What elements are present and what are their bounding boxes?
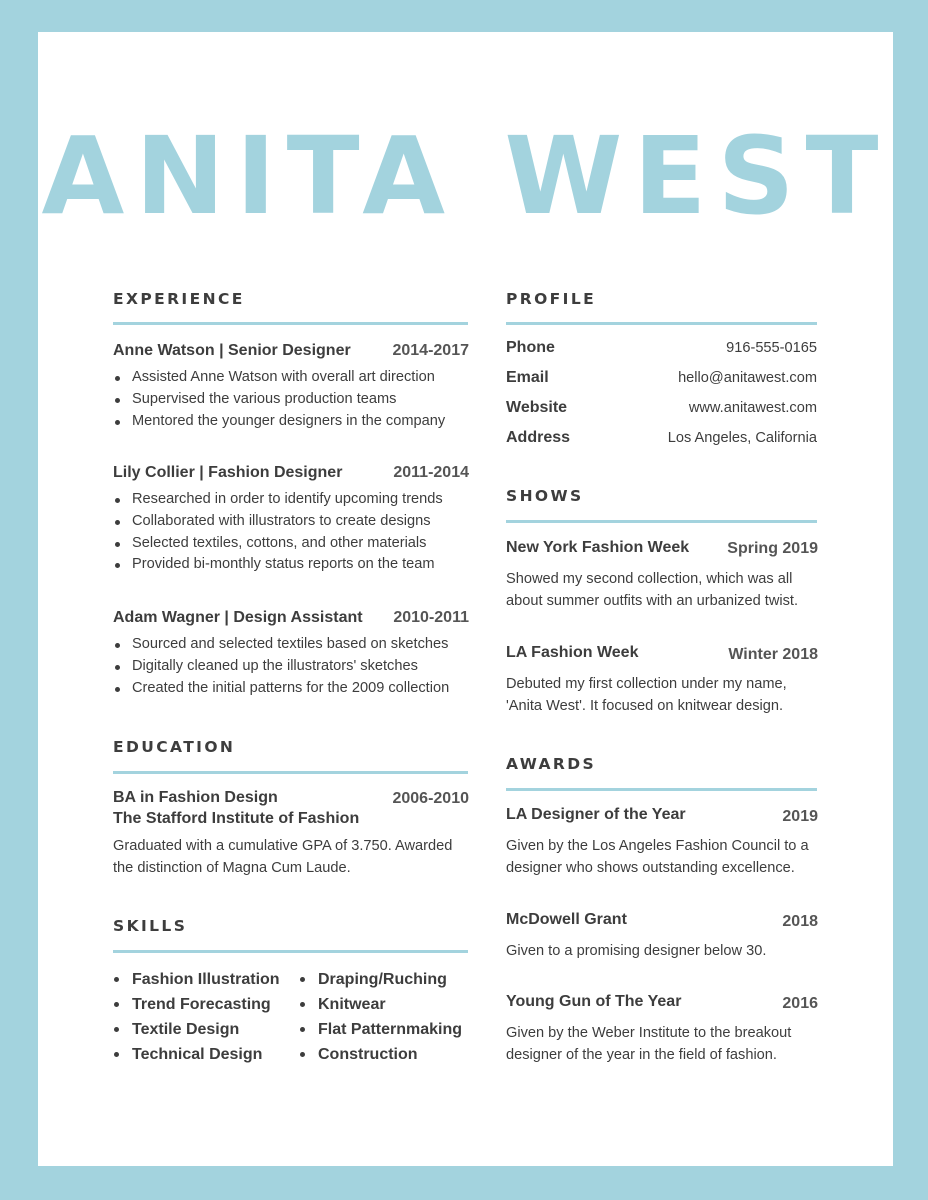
resume-page bbox=[38, 32, 893, 1166]
job-bullet: Mentored the younger designers in the company bbox=[113, 411, 445, 433]
job-title: Adam Wagner | Design Assistant bbox=[113, 609, 363, 626]
contact-label: Email bbox=[506, 369, 549, 386]
skills-list-col2 bbox=[299, 967, 462, 1067]
award-year: 2019 bbox=[782, 808, 818, 825]
address-value: Los Angeles, California bbox=[667, 430, 817, 446]
award-description: Given by the Weber Institute to the breakout designer of the year in the field of fashion. bbox=[506, 1025, 792, 1063]
awards-heading: AWARDS bbox=[506, 755, 597, 773]
job-title: Anne Watson | Senior Designer bbox=[113, 342, 351, 359]
award-title: LA Designer of the Year bbox=[506, 806, 686, 823]
contact-website bbox=[506, 399, 817, 421]
website-value: www.anitawest.com bbox=[688, 400, 817, 416]
job-bullets bbox=[113, 634, 449, 699]
award-year: 2018 bbox=[782, 913, 818, 930]
job-bullet: Sourced and selected textiles based on sketches bbox=[113, 634, 449, 656]
job-dates: 2010-2011 bbox=[393, 609, 469, 626]
experience-divider bbox=[113, 322, 468, 325]
show-title: LA Fashion Week bbox=[506, 644, 639, 661]
job-bullet: Created the initial patterns for the 2009 collection bbox=[113, 678, 449, 700]
job-bullet: Supervised the various production teams bbox=[113, 389, 445, 411]
job-bullet: Digitally cleaned up the illustrators' sketches bbox=[113, 656, 449, 678]
job-bullet: Collaborated with illustrators to create designs bbox=[113, 511, 443, 533]
education-dates: 2006-2010 bbox=[392, 790, 469, 807]
show-description: Debuted my first collection under my name, 'Anita West'. It focused on knitwear design. bbox=[506, 676, 787, 714]
contact-label: Website bbox=[506, 399, 568, 416]
experience-heading: EXPERIENCE bbox=[113, 290, 245, 308]
skill-item: Textile Design bbox=[113, 1017, 280, 1042]
contact-label: Address bbox=[506, 429, 571, 446]
profile-divider bbox=[506, 322, 817, 325]
skill-item: Construction bbox=[299, 1042, 462, 1067]
skill-item: Technical Design bbox=[113, 1042, 280, 1067]
awards-divider bbox=[506, 788, 817, 791]
skill-item: Knitwear bbox=[299, 992, 462, 1017]
job-bullet: Assisted Anne Watson with overall art direction bbox=[113, 367, 445, 389]
skill-item: Draping/Ruching bbox=[299, 967, 462, 992]
school-name: The Stafford Institute of Fashion bbox=[113, 810, 360, 827]
show-description: Showed my second collection, which was all about summer outfits with an urbanized twist. bbox=[506, 571, 799, 609]
skill-item: Fashion Illustration bbox=[113, 967, 280, 992]
show-date: Spring 2019 bbox=[727, 540, 818, 557]
education-description: Graduated with a cumulative GPA of 3.750. Awarded the distinction of Magna Cum Laude. bbox=[113, 838, 453, 876]
job-bullet: Provided bi-monthly status reports on the team bbox=[113, 554, 443, 576]
contact-label: Phone bbox=[506, 339, 555, 356]
profile-heading: PROFILE bbox=[506, 290, 597, 308]
skills-list-col1 bbox=[113, 967, 280, 1067]
award-description: Given by the Los Angeles Fashion Council to a designer who shows outstanding excellence. bbox=[506, 838, 809, 876]
skills-heading: SKILLS bbox=[113, 917, 188, 935]
shows-divider bbox=[506, 520, 817, 523]
show-title: New York Fashion Week bbox=[506, 539, 690, 556]
award-description: Given to a promising designer below 30. bbox=[506, 943, 767, 959]
skill-item: Trend Forecasting bbox=[113, 992, 280, 1017]
skill-item: Flat Patternmaking bbox=[299, 1017, 462, 1042]
award-title: Young Gun of The Year bbox=[506, 993, 682, 1010]
phone-value: 916-555-0165 bbox=[726, 340, 817, 356]
contact-email bbox=[506, 369, 817, 391]
award-year: 2016 bbox=[782, 995, 818, 1012]
resume-name: ANITA WEST bbox=[41, 115, 890, 239]
education-heading: EDUCATION bbox=[113, 738, 236, 756]
show-date: Winter 2018 bbox=[728, 646, 818, 663]
job-title: Lily Collier | Fashion Designer bbox=[113, 464, 343, 481]
job-dates: 2014-2017 bbox=[392, 342, 469, 359]
award-title: McDowell Grant bbox=[506, 911, 627, 928]
job-bullet: Researched in order to identify upcoming trends bbox=[113, 489, 443, 511]
job-dates: 2011-2014 bbox=[393, 464, 469, 481]
shows-heading: SHOWS bbox=[506, 487, 584, 505]
degree-title: BA in Fashion Design bbox=[113, 789, 278, 806]
contact-address bbox=[506, 429, 817, 451]
skills-divider bbox=[113, 950, 468, 953]
contact-phone bbox=[506, 339, 817, 361]
email-value: hello@anitawest.com bbox=[678, 370, 817, 386]
job-bullet: Selected textiles, cottons, and other materials bbox=[113, 533, 443, 555]
education-divider bbox=[113, 771, 468, 774]
job-bullets bbox=[113, 489, 443, 576]
job-bullets bbox=[113, 367, 445, 432]
